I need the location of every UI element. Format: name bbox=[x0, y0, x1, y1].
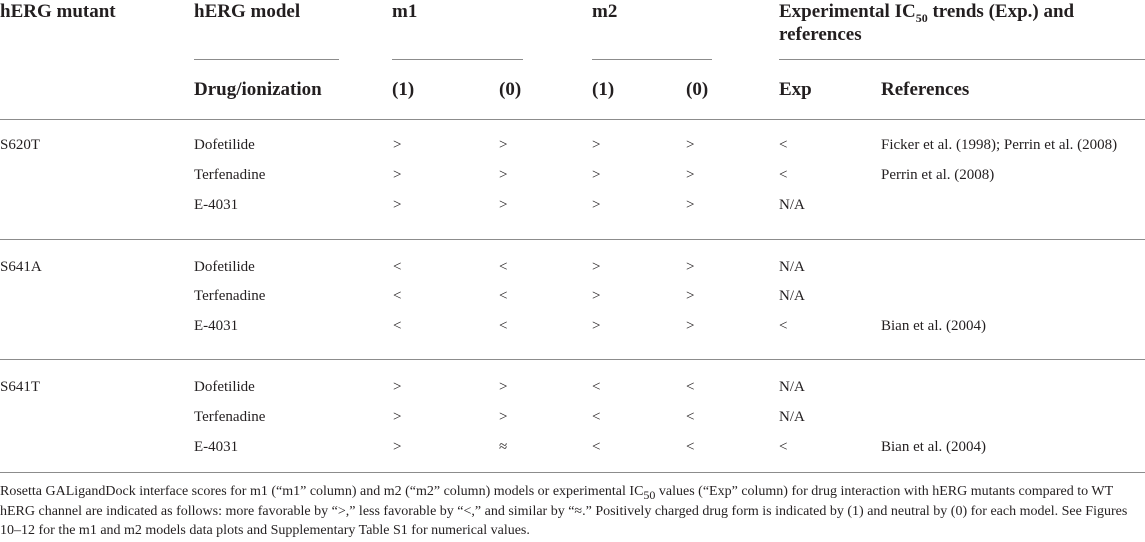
m2-neutral-cell: > bbox=[686, 259, 695, 275]
drug-cell: E-4031 bbox=[194, 439, 239, 455]
spanner-line-model bbox=[194, 59, 339, 60]
m1-neutral-cell: > bbox=[499, 137, 508, 153]
m1-charged-cell: > bbox=[393, 137, 402, 153]
exp-cell: N/A bbox=[779, 409, 805, 425]
header-references: References bbox=[881, 79, 970, 100]
drug-cell: Dofetilide bbox=[194, 259, 255, 275]
header-m2-neutral: (0) bbox=[686, 79, 709, 100]
m2-neutral-cell: < bbox=[686, 379, 695, 395]
mutant-label: S641T bbox=[0, 379, 41, 395]
m2-neutral-cell: < bbox=[686, 439, 695, 455]
drug-cell: E-4031 bbox=[194, 197, 239, 213]
reference-cell: Ficker et al. (1998); Perrin et al. (2008) bbox=[881, 137, 1118, 153]
drug-cell: Dofetilide bbox=[194, 379, 255, 395]
reference-cell: Bian et al. (2004) bbox=[881, 318, 986, 334]
m1-charged-cell: > bbox=[393, 439, 402, 455]
exp-cell: N/A bbox=[779, 379, 805, 395]
m2-charged-cell: > bbox=[592, 197, 601, 213]
exp-cell: N/A bbox=[779, 197, 805, 213]
drug-cell: Dofetilide bbox=[194, 137, 255, 153]
header-drug-ionization: Drug/ionization bbox=[194, 79, 322, 100]
exp-cell: < bbox=[779, 137, 788, 153]
m2-charged-cell: < bbox=[592, 409, 601, 425]
header-m2-charged: (1) bbox=[592, 79, 615, 100]
drug-cell: Terfenadine bbox=[194, 167, 266, 183]
m2-neutral-cell: > bbox=[686, 288, 695, 304]
spanner-line-m1 bbox=[392, 59, 523, 60]
mutant-label: S620T bbox=[0, 137, 41, 153]
mutant-label: S641A bbox=[0, 259, 42, 275]
m1-charged-cell: < bbox=[393, 288, 402, 304]
m2-neutral-cell: > bbox=[686, 137, 695, 153]
m2-charged-cell: < bbox=[592, 379, 601, 395]
m1-neutral-cell: > bbox=[499, 197, 508, 213]
m1-neutral-cell: < bbox=[499, 288, 508, 304]
header-model: hERG model bbox=[194, 1, 301, 22]
m2-charged-cell: > bbox=[592, 137, 601, 153]
spanner-line-exp bbox=[779, 59, 1145, 60]
m1-charged-cell: > bbox=[393, 167, 402, 183]
reference-cell: Bian et al. (2004) bbox=[881, 439, 986, 455]
m1-neutral-cell: > bbox=[499, 379, 508, 395]
header-exp: Exp bbox=[779, 79, 812, 100]
table-bottom-rule bbox=[0, 472, 1145, 473]
m2-neutral-cell: > bbox=[686, 318, 695, 334]
exp-cell: < bbox=[779, 318, 788, 334]
m1-neutral-cell: < bbox=[499, 259, 508, 275]
spanner-line-m2 bbox=[592, 59, 712, 60]
m1-neutral-cell: > bbox=[499, 409, 508, 425]
m2-neutral-cell: > bbox=[686, 197, 695, 213]
m2-charged-cell: > bbox=[592, 259, 601, 275]
drug-cell: Terfenadine bbox=[194, 288, 266, 304]
reference-cell: Perrin et al. (2008) bbox=[881, 167, 995, 183]
m1-charged-cell: > bbox=[393, 379, 402, 395]
exp-cell: N/A bbox=[779, 288, 805, 304]
table-footnote: Rosetta GALigandDock interface scores for m1 (“m1” column) and m2 (“m2” column) models or experimental $IC_{50}$ values (“Exp” column) for drug interaction with hERG mutants compared to WT hERG channel are indicated as follows: more favorable by “>,” less favorable by “<,” and similar by “≈.” Positively charged drug form is indicated by (1) and neutral by (0) for each model. See Figures 10–12 for the m1 and m2 models data plots and Supplementary Table S1 for numerical values. bbox=[0, 484, 1128, 538]
exp-cell: < bbox=[779, 167, 788, 183]
header-m1-charged: (1) bbox=[392, 79, 415, 100]
m2-charged-cell: > bbox=[592, 167, 601, 183]
m1-charged-cell: < bbox=[393, 318, 402, 334]
m1-neutral-cell: < bbox=[499, 318, 508, 334]
header-m1: m1 bbox=[392, 1, 418, 22]
header-mutant: hERG mutant bbox=[0, 1, 116, 22]
m1-charged-cell: < bbox=[393, 259, 402, 275]
m1-charged-cell: > bbox=[393, 409, 402, 425]
header-m2: m2 bbox=[592, 1, 618, 22]
m2-charged-cell: > bbox=[592, 288, 601, 304]
exp-cell: < bbox=[779, 439, 788, 455]
drug-cell: E-4031 bbox=[194, 318, 239, 334]
m1-neutral-cell: > bbox=[499, 167, 508, 183]
m2-charged-cell: < bbox=[592, 439, 601, 455]
header-exp-title: Experimental $IC_{50}$ trends (Exp.) and bbox=[779, 1, 1075, 25]
exp-cell: N/A bbox=[779, 259, 805, 275]
group-divider bbox=[0, 239, 1145, 240]
header-bottom-rule bbox=[0, 119, 1145, 120]
header-exp-title-line2: references bbox=[779, 24, 862, 45]
m1-charged-cell: > bbox=[393, 197, 402, 213]
drug-cell: Terfenadine bbox=[194, 409, 266, 425]
header-m1-neutral: (0) bbox=[499, 79, 522, 100]
m1-neutral-cell: ≈ bbox=[499, 439, 508, 455]
group-divider bbox=[0, 359, 1145, 360]
m2-charged-cell: > bbox=[592, 318, 601, 334]
m2-neutral-cell: > bbox=[686, 167, 695, 183]
m2-neutral-cell: < bbox=[686, 409, 695, 425]
